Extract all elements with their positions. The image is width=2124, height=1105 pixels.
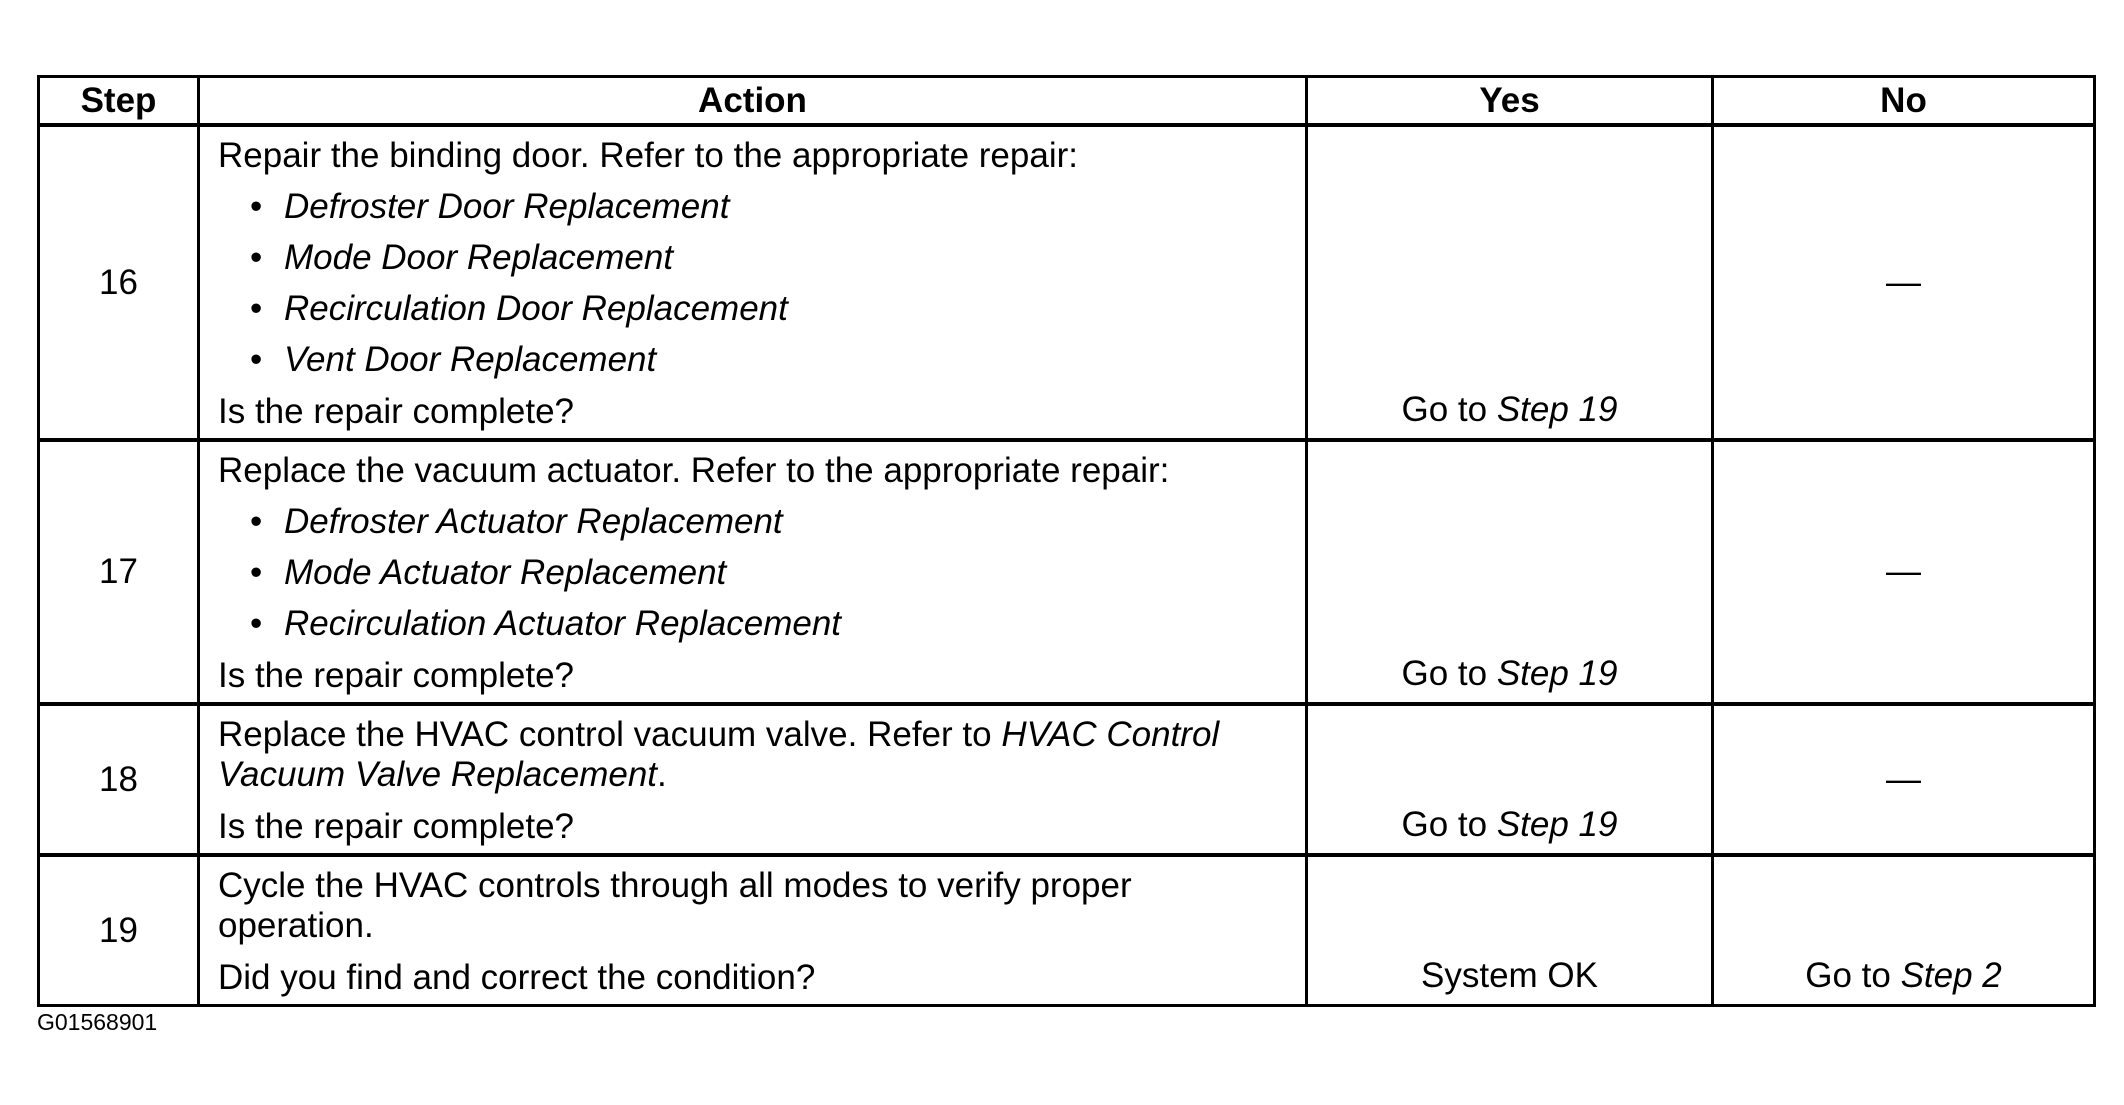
action-intro: Replace the vacuum actuator. Refer to the appropriate repair:: [218, 451, 1170, 490]
repair-link: HVAC Control Vacuum Valve Replacement: [218, 715, 1220, 794]
question: Is the repair complete?: [218, 392, 575, 431]
action-cell: [199, 704, 1307, 855]
yes-cell: [1307, 704, 1713, 855]
yes-prefix: Go to: [1401, 805, 1497, 844]
bullet-icon: •: [250, 340, 263, 379]
question: Is the repair complete?: [218, 807, 575, 846]
list-item: [250, 340, 1291, 380]
figure-id: G01568901: [37, 1009, 158, 1035]
no-prefix: Go to: [1805, 956, 1901, 995]
step-number: 16: [39, 125, 199, 440]
no-step-ref: Step 2: [1900, 956, 2002, 995]
repair-link: Recirculation Actuator Replacement: [284, 604, 842, 643]
question: Is the repair complete?: [218, 656, 575, 695]
yes-step-ref: Step 19: [1496, 390, 1618, 429]
action-suffix: .: [657, 755, 667, 794]
yes-step-ref: Step 19: [1496, 805, 1618, 844]
action-cell: [199, 440, 1307, 704]
no-cell: [1713, 855, 2095, 1006]
table-row-step-18: [39, 704, 2095, 855]
diagnostic-table: [37, 75, 2096, 1007]
action-intro: Replace the HVAC control vacuum valve. Refer to: [218, 715, 1002, 754]
bullet-icon: •: [250, 289, 263, 328]
bullet-icon: •: [250, 604, 263, 643]
bullet-icon: •: [250, 553, 263, 592]
header-row: [39, 77, 2095, 126]
header-step: Step: [39, 77, 199, 126]
repair-link: Defroster Door Replacement: [284, 187, 730, 226]
yes-step-ref: Step 19: [1496, 654, 1618, 693]
yes-prefix: Go to: [1401, 654, 1497, 693]
yes-cell: [1307, 440, 1713, 704]
header-action: Action: [199, 77, 1307, 126]
action-intro: Repair the binding door. Refer to the appropriate repair:: [218, 136, 1078, 175]
table-row-step-17: [39, 440, 2095, 704]
bullet-icon: •: [250, 502, 263, 541]
header-no: No: [1713, 77, 2095, 126]
list-item: [250, 502, 1291, 542]
repair-link: Vent Door Replacement: [284, 340, 657, 379]
step-number: 19: [39, 855, 199, 1006]
table-row-step-16: [39, 125, 2095, 440]
repair-link: Recirculation Door Replacement: [284, 289, 788, 328]
question: Did you find and correct the condition?: [218, 958, 816, 997]
repair-link: Defroster Actuator Replacement: [284, 502, 783, 541]
step-number: 17: [39, 440, 199, 704]
repair-list: [218, 187, 1291, 380]
action-cell: [199, 855, 1307, 1006]
list-item: [250, 553, 1291, 593]
no-cell: —: [1713, 440, 2095, 704]
repair-link: Mode Door Replacement: [284, 238, 674, 277]
list-item: [250, 238, 1291, 278]
list-item: [250, 187, 1291, 227]
action-cell: [199, 125, 1307, 440]
yes-cell: System OK: [1307, 855, 1713, 1006]
no-cell: —: [1713, 704, 2095, 855]
header-yes: Yes: [1307, 77, 1713, 126]
bullet-icon: •: [250, 238, 263, 277]
action-intro: Cycle the HVAC controls through all modes to verify proper operation.: [218, 866, 1132, 945]
table-row-step-19: [39, 855, 2095, 1006]
yes-prefix: Go to: [1401, 390, 1497, 429]
step-number: 18: [39, 704, 199, 855]
yes-cell: [1307, 125, 1713, 440]
repair-link: Mode Actuator Replacement: [284, 553, 727, 592]
bullet-icon: •: [250, 187, 263, 226]
repair-list: [218, 502, 1291, 644]
no-cell: —: [1713, 125, 2095, 440]
list-item: [250, 289, 1291, 329]
action-text: [218, 715, 1291, 795]
list-item: [250, 604, 1291, 644]
